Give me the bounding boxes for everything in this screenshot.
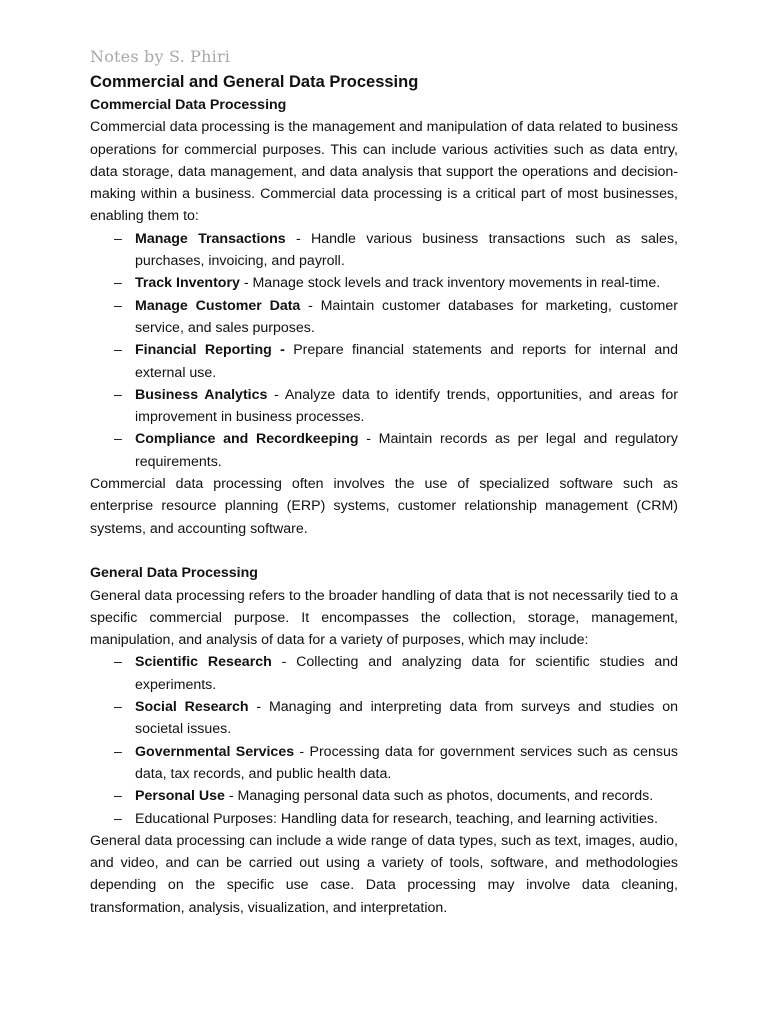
author-note: Notes by S. Phiri (90, 47, 231, 66)
list-item-text: - Analyze data to identify trends, opportunities, and areas for improvement in business processes. (135, 386, 678, 426)
list-item (90, 272, 678, 294)
list-item (90, 696, 678, 741)
dash-bullet: – (114, 342, 122, 359)
list-item (90, 741, 678, 786)
list-item (90, 785, 678, 807)
list-item (90, 428, 678, 473)
list-item-text: Educational Purposes: Handling data for research, teaching, and learning activities. (135, 810, 658, 827)
list-item-term: Scientific Research (135, 654, 272, 671)
list-item-text: - Collecting and analyzing data for scientific studies and experiments. (135, 654, 678, 693)
dash-bullet: – (114, 431, 122, 448)
list-item-text: - Maintain records as per legal and regulatory requirements. (135, 431, 678, 470)
list-item-term: Manage Transactions (135, 230, 286, 247)
dash-bullet: – (114, 743, 122, 760)
list-item-term: Financial Reporting - (135, 342, 285, 359)
list-item-term: Governmental Services (135, 743, 295, 760)
list-item-term: Manage Customer Data (135, 297, 301, 314)
list-item-text: - Managing personal data such as photos, documents, and records. (224, 788, 654, 805)
list-item-term: Personal Use (135, 788, 225, 805)
general-heading: General Data Processing (90, 565, 258, 582)
list-item (90, 295, 678, 340)
list-item (90, 339, 678, 384)
list-item-term: Social Research (135, 699, 249, 716)
commercial-heading: Commercial Data Processing (90, 97, 287, 113)
general-intro: General data processing refers to the broader handling of data that is not necessarily tied to a specific commercial purpose. It encompasses the collection, storage, management, manipulation, and analysis of data for a variety of purposes, which may include: (90, 587, 678, 649)
list-item (90, 651, 678, 696)
list-item-text: - Managing and interpreting data from surveys and studies on societal issues. (135, 699, 678, 738)
list-item (90, 384, 678, 429)
general-section (90, 562, 678, 919)
dash-bullet: – (114, 699, 122, 716)
list-item-text: Prepare financial statements and reports for internal and external use. (135, 342, 679, 381)
dash-bullet: – (114, 297, 122, 314)
commercial-section (90, 94, 678, 540)
list-item-text: - Manage stock levels and track inventory movements in real-time. (239, 275, 661, 292)
dash-bullet: – (114, 810, 122, 827)
dash-bullet: – (114, 386, 122, 403)
general-outro: General data processing can include a wide range of data types, such as text, images, audio, and video, and can be carried out using a variety of tools, software, and methodologies depending on the specific use case. Data processing may involve data cleaning, transformation, analysis, visualization, and interpretation. (90, 832, 678, 916)
document-page (90, 44, 678, 919)
section-spacer (90, 540, 678, 562)
list-item (90, 228, 678, 273)
commercial-outro: Commercial data processing often involves the use of specialized software such as enterprise resource planning (ERP) systems, customer relationship management (CRM) systems, and accounting software. (90, 476, 678, 537)
dash-bullet: – (114, 654, 122, 671)
commercial-list (90, 228, 678, 473)
dash-bullet: – (114, 275, 122, 292)
document-title: Commercial and General Data Processing (90, 73, 419, 91)
dash-bullet: – (114, 788, 122, 805)
dash-bullet: – (114, 230, 122, 247)
list-item-text: - Maintain customer databases for marketing, customer service, and sales purposes. (135, 297, 678, 336)
list-item (90, 808, 678, 830)
list-item-term: Compliance and Recordkeeping (135, 431, 359, 448)
list-item-text: - Handle various business transactions such as sales, purchases, invoicing, and payroll. (135, 230, 678, 270)
list-item-text: - Processing data for government services such as census data, tax records, and public health data. (135, 743, 678, 782)
general-list (90, 651, 678, 829)
list-item-term: Track Inventory (135, 275, 240, 292)
commercial-intro: Commercial data processing is the management and manipulation of data related to business operations for commercial purposes. This can include various activities such as data entry, data storage, data management, and data analysis that support the operations and decision-making within a business. Commercial data processing is a critical part of most businesses, enabling them to: (90, 119, 678, 225)
list-item-term: Business Analytics (135, 386, 268, 403)
